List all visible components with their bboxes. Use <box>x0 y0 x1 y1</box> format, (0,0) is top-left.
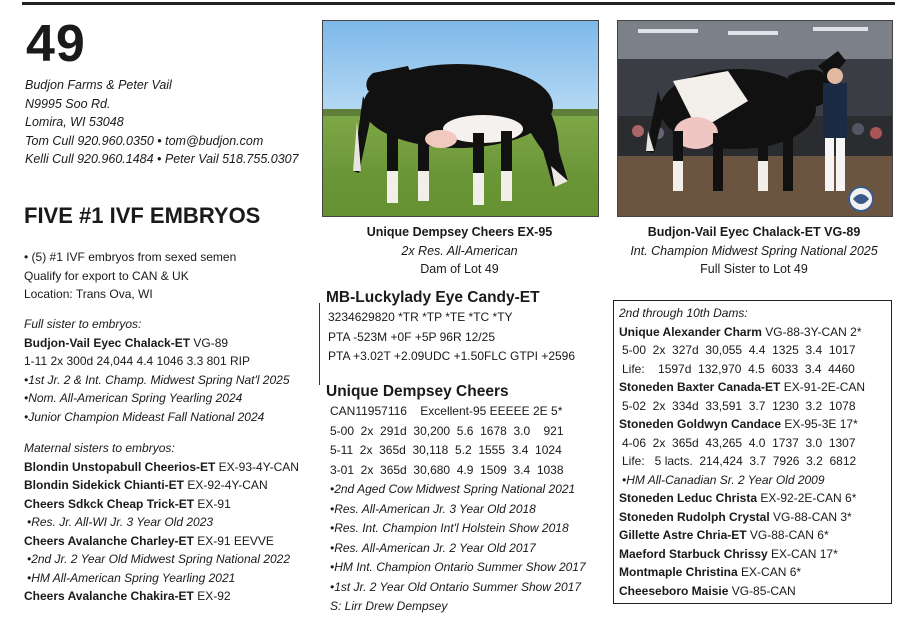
ancestor-dam-entry <box>619 378 891 397</box>
maternal-sister-honor: •2nd Jr. 2 Year Old Midwest Spring National 2022 <box>27 552 291 566</box>
maternal-sister-honor: •HM All-American Spring Yearling 2021 <box>27 570 236 585</box>
full-sister-record: 1-11 2x 300d 24,044 4.4 1046 3.3 801 RIP <box>24 354 250 368</box>
ancestor-dam-entry-name: Stoneden Goldwyn Candace <box>619 417 782 431</box>
cow-grazing-photo-icon <box>323 21 598 216</box>
ancestor-dam-entry-score: VG-88-CAN 3* <box>769 509 852 524</box>
ancestor-dam-entry-score: VG-88-3Y-CAN 2* <box>761 324 862 339</box>
column-rule <box>319 303 320 385</box>
ancestor-dam-record: Life: 1597d 132,970 4.5 6033 3.4 4460 <box>622 361 855 376</box>
full-sister-photo-caption <box>610 223 898 279</box>
ancestor-dam-entry <box>619 508 891 527</box>
maternal-sisters-list <box>24 458 299 606</box>
maternal-sister-entry-name: Cheers Sdkck Cheap Trick-ET <box>24 496 195 511</box>
full-sister-score: VG-89 <box>190 335 229 350</box>
top-rule <box>22 2 895 5</box>
full-sister-photo <box>617 20 893 217</box>
maternal-sister-entry-score: EX-92 <box>193 589 231 603</box>
sire-codes: 3234629820 *TR *TP *TE *TC *TY <box>328 310 513 324</box>
full-sister-honor: •1st Jr. 2 & Int. Champ. Midwest Spring Nat'l 2025 <box>24 372 290 387</box>
ancestor-dam-entry <box>619 582 891 601</box>
ancestor-dam-record: 5-02 2x 334d 33,591 3.7 1230 3.2 1078 <box>622 398 856 413</box>
maternal-sister-entry-score: EX-91 EEVVE <box>193 533 274 548</box>
ancestor-dam-entry-name: Gillette Astre Chria-ET <box>619 528 747 542</box>
maternal-sisters-heading: Maternal sisters to embryos: <box>24 441 175 455</box>
ancestor-dam-entry <box>619 545 891 564</box>
ancestor-dam-entry-name: Maeford Starbuck Chrissy <box>619 546 768 561</box>
dam-name: Unique Dempsey Cheers <box>326 383 509 400</box>
consignor-contact <box>25 76 299 169</box>
dams-box-heading: 2nd through 10th Dams: <box>619 306 748 320</box>
ancestor-dam-entry-name: Cheeseboro Maisie <box>619 583 729 598</box>
maternal-sister-entry-score: EX-91 <box>194 496 231 511</box>
ancestor-dam-entry-name: Stoneden Baxter Canada-ET <box>619 380 781 394</box>
full-sister-honor: •Nom. All-American Spring Yearling 2024 <box>24 391 243 405</box>
dams-pedigree-box <box>613 300 892 604</box>
maternal-sister-honor: •Res. Jr. All-WI Jr. 3 Year Old 2023 <box>27 515 214 529</box>
dams-list <box>619 323 891 601</box>
maternal-sister-entry <box>24 476 299 495</box>
ancestor-dam-entry <box>619 563 891 582</box>
sire-section <box>326 288 575 367</box>
ancestor-dam-honor: •HM All-Canadian Sr. 2 Year Old 2009 <box>622 472 825 487</box>
lot-number: 49 <box>26 15 86 73</box>
dam-honor: •Res. All-American Jr. 3 Year Old 2018 <box>330 501 536 516</box>
ancestor-dam-record: 4-06 2x 365d 43,265 4.0 1737 3.0 1307 <box>622 435 856 450</box>
full-sister-photo-title: Budjon-Vail Eyec Chalack-ET VG-89 <box>647 225 861 239</box>
dam-honor: •Res. Int. Champion Int'l Holstein Show 2018 <box>330 521 569 535</box>
offering-details <box>24 248 236 304</box>
ancestor-dam-record: 5-00 2x 327d 30,055 4.4 1325 3.4 1017 <box>622 343 856 357</box>
maternal-sister-entry <box>24 458 299 477</box>
full-sister-section <box>24 315 290 426</box>
contact-line: Budjon Farms & Peter Vail <box>25 78 172 92</box>
lot-headline: FIVE #1 IVF EMBRYOS <box>24 203 261 228</box>
full-sister-honor: •Junior Champion Mideast Fall National 2024 <box>24 409 265 424</box>
maternal-sister-entry-name: Blondin Unstopabull Cheerios-ET <box>24 459 216 474</box>
full-sister-photo-note: Full Sister to Lot 49 <box>700 262 808 276</box>
dam-registration: CAN11957116 Excellent-95 EEEEE 2E 5* <box>330 404 563 418</box>
offering-line: Location: Trans Ova, WI <box>24 287 153 301</box>
dam-record: 5-11 2x 365d 30,118 5.2 1555 3.4 1024 <box>330 443 562 457</box>
contact-line: Kelli Cull 920.960.1484 • Peter Vail 518.755.0307 <box>25 152 299 166</box>
maternal-sister-entry-name: Cheers Avalanche Chakira-ET <box>24 589 194 603</box>
cow-show-ring-photo-icon <box>618 21 892 216</box>
ancestor-dam-entry <box>619 489 891 508</box>
dam-sire-line: S: Lirr Drew Dempsey <box>330 599 448 613</box>
maternal-sister-entry <box>24 495 299 514</box>
maternal-sister-entry <box>24 587 299 606</box>
sire-pta-type: PTA +3.02T +2.09UDC +1.50FLC GTPI +2596 <box>328 349 576 363</box>
contact-line: Lomira, WI 53048 <box>25 115 124 129</box>
dam-photo-sub: 2x Res. All-American <box>401 243 518 258</box>
dam-photo-note: Dam of Lot 49 <box>420 262 499 276</box>
ancestor-dam-entry <box>619 526 891 545</box>
dam-honor: •HM Int. Champion Ontario Summer Show 2017 <box>330 560 586 574</box>
ancestor-dam-entry-name: Stoneden Leduc Christa <box>619 491 758 505</box>
full-sister-name: Budjon-Vail Eyec Chalack-ET <box>24 335 191 350</box>
dam-record: 5-00 2x 291d 30,200 5.6 1678 3.0 921 <box>330 423 564 438</box>
ancestor-dam-entry-name: Stoneden Rudolph Crystal <box>619 509 770 524</box>
dam-photo <box>322 20 599 217</box>
dam-record: 3-01 2x 365d 30,680 4.9 1509 3.4 1038 <box>330 462 564 477</box>
maternal-sister-entry-name: Blondin Sidekick Chianti-ET <box>24 478 185 492</box>
ancestor-dam-entry-name: Unique Alexander Charm <box>619 324 762 339</box>
dam-honor: •2nd Aged Cow Midwest Spring National 2021 <box>330 482 576 496</box>
ancestor-dam-entry-score: EX-92-2E-CAN 6* <box>757 491 857 505</box>
ancestor-dam-entry-score: VG-88-CAN 6* <box>746 528 829 542</box>
ancestor-dam-record: Life: 5 lacts. 214,424 3.7 7926 3.2 6812 <box>622 454 857 468</box>
offering-line: Qualify for export to CAN & UK <box>24 268 189 283</box>
offering-line: • (5) #1 IVF embryos from sexed semen <box>24 250 237 264</box>
dam-photo-caption <box>322 223 597 279</box>
sire-name: MB-Luckylady Eye Candy-ET <box>326 289 540 306</box>
maternal-sister-entry-name: Cheers Avalanche Charley-ET <box>24 533 194 548</box>
dam-section <box>326 382 586 617</box>
ancestor-dam-entry <box>619 415 891 434</box>
dam-honor: •1st Jr. 2 Year Old Ontario Summer Show 2017 <box>330 579 581 594</box>
full-sister-heading: Full sister to embryos: <box>24 317 142 331</box>
full-sister-name-line <box>24 334 290 353</box>
full-sister-photo-sub: Int. Champion Midwest Spring National 2025 <box>630 243 878 258</box>
contact-line: Tom Cull 920.960.0350 • tom@budjon.com <box>25 133 264 148</box>
dam-photo-title: Unique Dempsey Cheers EX-95 <box>366 225 553 239</box>
ancestor-dam-entry-score: EX-95-3E 17* <box>781 417 858 431</box>
ancestor-dam-entry-score: VG-85-CAN <box>728 583 796 598</box>
ancestor-dam-entry-name: Montmaple Christina <box>619 565 738 579</box>
maternal-sister-entry-score: EX-92-4Y-CAN <box>184 478 268 492</box>
maternal-sisters-section <box>24 439 299 606</box>
sire-pta-production: PTA -523M +0F +5P 96R 12/25 <box>328 329 495 344</box>
maternal-sister-entry <box>24 532 299 551</box>
ancestor-dam-entry <box>619 323 891 342</box>
ancestor-dam-entry-score: EX-CAN 17* <box>767 546 838 561</box>
contact-line: N9995 Soo Rd. <box>25 96 111 111</box>
ancestor-dam-entry-score: EX-CAN 6* <box>737 565 802 579</box>
maternal-sister-entry-score: EX-93-4Y-CAN <box>215 459 299 474</box>
ancestor-dam-entry-score: EX-91-2E-CAN <box>780 380 866 394</box>
dam-honor: •Res. All-American Jr. 2 Year Old 2017 <box>330 540 536 555</box>
